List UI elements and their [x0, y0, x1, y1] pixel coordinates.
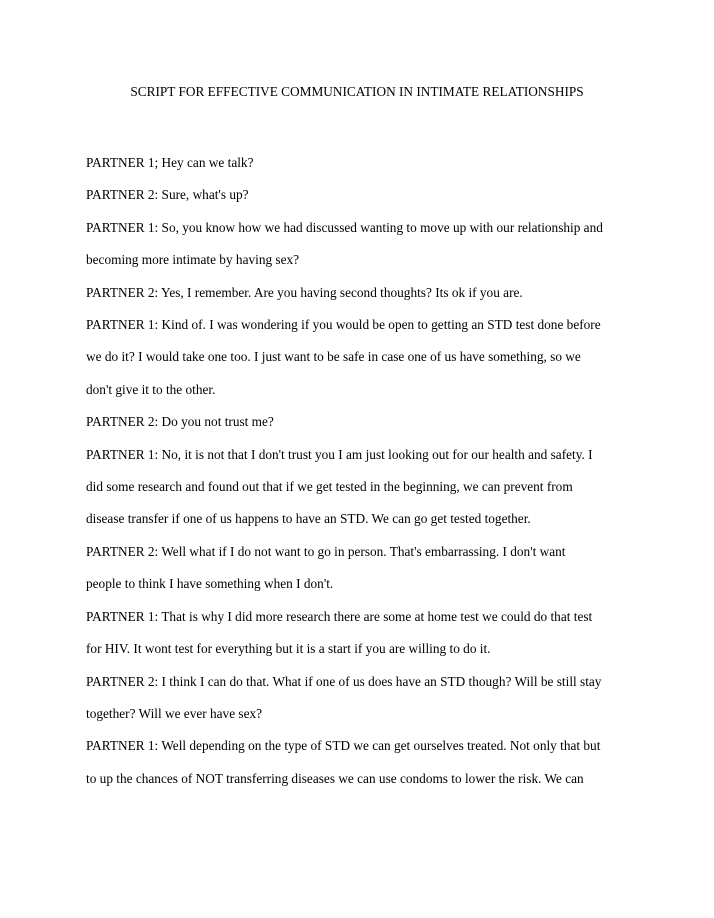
document-title: SCRIPT FOR EFFECTIVE COMMUNICATION IN INTIMATE RELATIONSHIPS	[130, 84, 584, 99]
dialogue-line: PARTNER 2: Yes, I remember. Are you having second thoughts? Its ok if you are.	[86, 284, 523, 300]
dialogue-line: to up the chances of NOT transferring diseases we can use condoms to lower the risk. We can	[86, 770, 584, 786]
dialogue-paragraph	[86, 309, 646, 406]
dialogue-body	[86, 147, 646, 795]
dialogue-paragraph	[86, 179, 646, 211]
dialogue-line: we do it? I would take one too. I just want to be safe in case one of us have something, so we	[86, 349, 581, 365]
dialogue-line: PARTNER 2: Do you not trust me?	[86, 414, 274, 430]
dialogue-paragraph	[86, 147, 646, 179]
dialogue-line: for HIV. It wont test for everything but it is a start if you are willing to do it.	[86, 641, 491, 657]
dialogue-paragraph	[86, 730, 646, 795]
dialogue-paragraph	[86, 406, 646, 438]
dialogue-line: together? Will we ever have sex?	[86, 705, 263, 721]
dialogue-line: PARTNER 1: So, you know how we had discussed wanting to move up with our relationship and	[86, 219, 603, 235]
dialogue-paragraph	[86, 601, 646, 666]
dialogue-line: PARTNER 1: No, it is not that I don't trust you I am just looking out for our health and safety. I	[86, 446, 593, 462]
dialogue-paragraph	[86, 666, 646, 731]
dialogue-line: disease transfer if one of us happens to have an STD. We can go get tested together.	[86, 511, 531, 527]
dialogue-line: PARTNER 2: Well what if I do not want to go in person. That's embarrassing. I don't want	[86, 543, 566, 559]
dialogue-paragraph	[86, 536, 646, 601]
dialogue-paragraph	[86, 277, 646, 309]
dialogue-line: PARTNER 1; Hey can we talk?	[86, 155, 254, 170]
dialogue-line: PARTNER 1: Well depending on the type of STD we can get ourselves treated. Not only that but	[86, 738, 601, 754]
dialogue-line: PARTNER 2: Sure, what's up?	[86, 187, 249, 203]
dialogue-line: becoming more intimate by having sex?	[86, 252, 300, 268]
dialogue-line: PARTNER 1: Kind of. I was wondering if you would be open to getting an STD test done before	[86, 317, 601, 333]
dialogue-line: PARTNER 1: That is why I did more research there are some at home test we could do that test	[86, 608, 593, 624]
dialogue-line: don't give it to the other.	[86, 381, 216, 397]
dialogue-line: did some research and found out that if we get tested in the beginning, we can prevent from	[86, 479, 573, 495]
dialogue-paragraph	[86, 212, 646, 277]
dialogue-line: PARTNER 2: I think I can do that. What if one of us does have an STD though? Will be still stay	[86, 673, 602, 689]
dialogue-line: people to think I have something when I don't.	[86, 576, 334, 592]
dialogue-paragraph	[86, 439, 646, 536]
